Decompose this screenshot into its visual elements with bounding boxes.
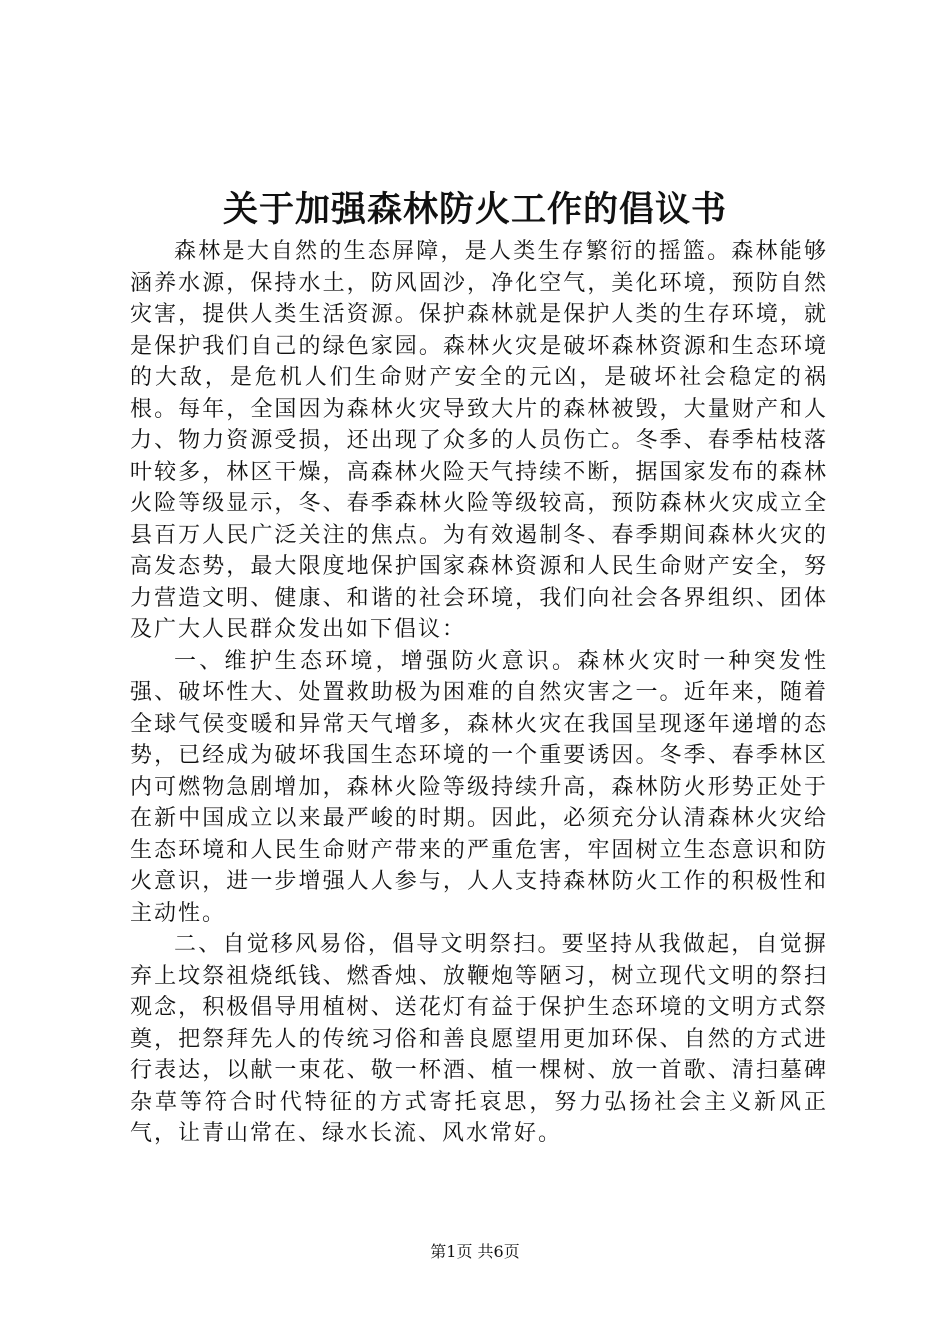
paragraph-point-two: 二、自觉移风易俗，倡导文明祭扫。要坚持从我做起，自觉摒弃上坟祭祖烧纸钱、燃香烛、放鞭炮等陋习，树立现代文明的祭扫观念，积极倡导用植树、送花灯有益于保护生态环境的文明方式祭奠，把祭拜先人的传统习俗和善良愿望用更加环保、自然的方式进行表达，以献一束花、敬一杯酒、植一棵树、放一首歌、清扫墓碑杂草等符合时代特征的方式寄托哀思，努力弘扬社会主义新风正气，让青山常在、绿水长流、风水常好。 [130, 932, 828, 1146]
document-title: 关于加强森林防火工作的倡议书 [222, 189, 727, 230]
paragraph-point-one: 一、维护生态环境，增强防火意识。森林火灾时一种突发性强、破坏性大、处置救助极为困难的自然灾害之一。近年来，随着全球气侯变暖和异常天气增多，森林火灾在我国呈现逐年递增的态势，已经成为破坏我国生态环境的一个重要诱因。冬季、春季林区内可燃物急剧增加，森林火险等级持续升高，森林防火形势正处于在新中国成立以来最严峻的时期。因此，必须充分认清森林火灾给生态环境和人民生命财产带来的严重危害，牢固树立生态意识和防火意识，进一步增强人人参与，人人支持森林防火工作的积极性和主动性。 [130, 648, 828, 926]
document-body [130, 236, 828, 1150]
paragraph-intro: 森林是大自然的生态屏障，是人类生存繁衍的摇篮。森林能够涵养水源，保持水土，防风固沙，净化空气，美化环境，预防自然灾害，提供人类生活资源。保护森林就是保护人类的生存环境，就是保护我们自己的绿色家园。森林火灾是破坏森林资源和生态环境的大敌，是危机人们生命财产安全的元凶，是破坏社会稳定的祸根。每年，全国因为森林火灾导致大片的森林被毁，大量财产和人力、物力资源受损，还出现了众多的人员伤亡。冬季、春季枯枝落叶较多，林区干燥，高森林火险天气持续不断，据国家发布的森林火险等级显示，冬、春季森林火险等级较高，预防森林火灾成立全县百万人民广泛关注的焦点。为有效遏制冬、春季期间森林火灾的高发态势，最大限度地保护国家森林资源和人民生命财产安全，努力营造文明、健康、和谐的社会环境，我们向社会各界组织、团体及广大人民群众发出如下倡议： [130, 239, 828, 642]
page-number-footer: 第1页 共6页 [430, 1242, 520, 1261]
